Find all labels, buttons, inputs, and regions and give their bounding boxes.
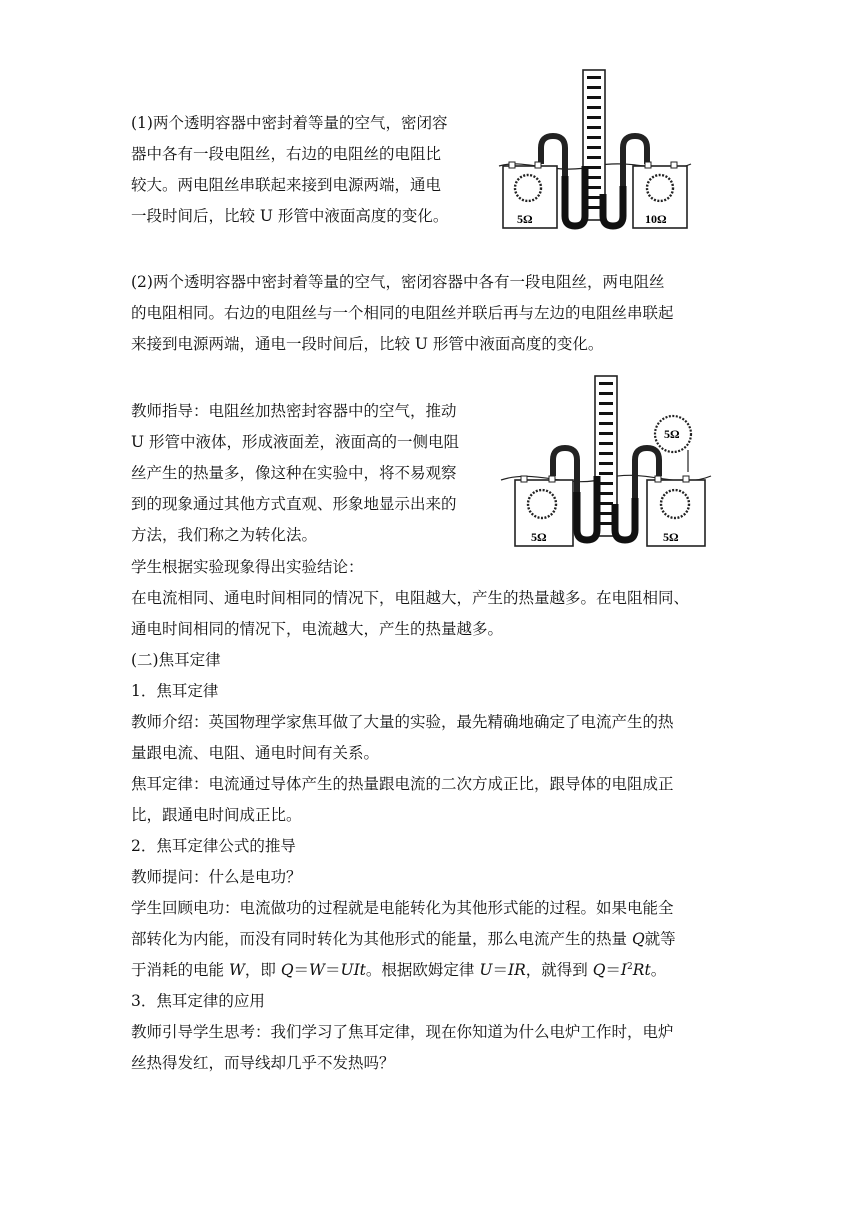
text-line: 学生回顾电功：电流做功的过程就是电能转化为其他形式能的过程。如果电能全 xyxy=(131,899,674,917)
left-resistor-label: 5Ω xyxy=(517,212,533,226)
formula-line: 于消耗的电能 W，即 Q＝W＝UIt。根据欧姆定律 U＝IR，就得到 $Q=I^2Rt$。 xyxy=(131,961,667,979)
text-line: U 形管中液体，形成液面差，液面高的一侧电阻 xyxy=(131,433,459,451)
left-resistor-label: 5Ω xyxy=(531,530,547,544)
right-resistor-label: 10Ω xyxy=(645,212,667,226)
conclusion-intro: 学生根据实验现象得出实验结论： xyxy=(131,558,364,576)
text-line: 教师指导：电阻丝加热密封容器中的空气，推动 xyxy=(131,402,457,420)
section-heading: (二)焦耳定律 xyxy=(131,651,221,669)
text-line: 教师引导学生思考：我们学习了焦耳定律，现在你知道为什么电炉工作时，电炉 xyxy=(131,1023,674,1041)
subsection-heading: 2．焦耳定律公式的推导 xyxy=(131,837,296,855)
text-line: 在电流相同、通电时间相同的情况下，电阻越大，产生的热量越多。在电阻相同、 xyxy=(131,589,690,607)
text-line: 较大。两电阻丝串联起来接到电源两端，通电 xyxy=(131,176,442,194)
text-line: 来接到电源两端，通电一段时间后，比较 U 形管中液面高度的变化。 xyxy=(131,335,604,353)
text-line: 教师提问：什么是电功？ xyxy=(131,868,302,886)
experiment-1-figure xyxy=(495,66,695,236)
text-line: (2)两个透明容器中密封着等量的空气，密闭容器中各有一段电阻丝，两电阻丝 xyxy=(131,273,665,291)
text-line: 的电阻相同。右边的电阻丝与一个相同的电阻丝并联后再与左边的电阻丝串联起 xyxy=(131,304,674,322)
parallel-resistor-label: 5Ω xyxy=(664,427,680,441)
text-line: (1)两个透明容器中密封着等量的空气，密闭容 xyxy=(131,114,448,132)
text-line: 比，跟通电时间成正比。 xyxy=(131,806,302,824)
text-line: 器中各有一段电阻丝，右边的电阻丝的电阻比 xyxy=(131,145,442,163)
text-line: 丝热得发红，而导线却几乎不发热吗？ xyxy=(131,1054,395,1072)
text-line: 丝产生的热量多，像这种在实验中，将不易观察 xyxy=(131,464,457,482)
experiment-2-paragraph xyxy=(131,267,731,360)
text-line: 方法，我们称之为转化法。 xyxy=(131,526,318,544)
body-text xyxy=(131,552,731,1079)
subsection-heading: 3．焦耳定律的应用 xyxy=(131,992,265,1010)
text-line: 焦耳定律：电流通过导体产生的热量跟电流的二次方成正比，跟导体的电阻成正 xyxy=(131,775,674,793)
text-line: 到的现象通过其他方式直观、形象地显示出来的 xyxy=(131,495,457,513)
right-resistor-label: 5Ω xyxy=(663,530,679,544)
subsection-heading: 1．焦耳定律 xyxy=(131,682,219,700)
text-line: 量跟电流、电阻、通电时间有关系。 xyxy=(131,744,380,762)
teacher-guidance-paragraph xyxy=(131,396,491,551)
text-line: 通电时间相同的情况下，电流越大，产生的热量越多。 xyxy=(131,620,504,638)
text-line: 一段时间后，比较 U 形管中液面高度的变化。 xyxy=(131,207,449,225)
text-line: 教师介绍：英国物理学家焦耳做了大量的实验，最先精确地确定了电流产生的热 xyxy=(131,713,674,731)
text-line: 部转化为内能，而没有同时转化为其他形式的能量，那么电流产生的热量 Q就等 xyxy=(131,930,676,948)
experiment-1-paragraph xyxy=(131,108,491,232)
experiment-2-figure xyxy=(497,372,717,552)
